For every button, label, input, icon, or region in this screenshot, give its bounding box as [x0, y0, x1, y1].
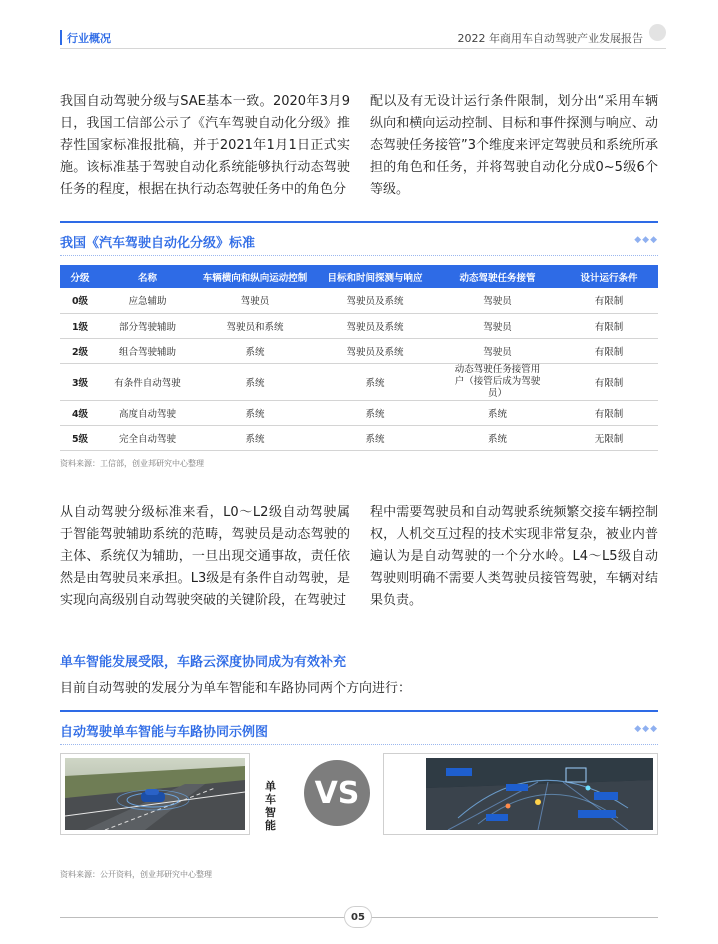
name-cell: 有条件自动驾驶: [100, 363, 195, 400]
level-cell: 2级: [60, 338, 100, 363]
detect-cell: 系统: [315, 363, 435, 400]
table-row: [60, 400, 658, 425]
table-source-note: 资料来源：工信部，创业邦研究中心整理: [60, 459, 204, 468]
control-cell: 驾驶员和系统: [195, 313, 315, 338]
takeover-cell: 驾驶员: [435, 313, 560, 338]
takeover-cell: 系统: [435, 400, 560, 425]
table-header-cell: 分级: [60, 265, 100, 288]
page-number: 05: [344, 906, 372, 928]
lightbulb-icon: [649, 24, 666, 41]
page-header: [0, 0, 718, 50]
control-cell: 系统: [195, 400, 315, 425]
section-bar: [60, 221, 658, 223]
autonomy-standard-table: [60, 265, 658, 451]
table-row: [60, 313, 658, 338]
section-bar: [60, 710, 658, 712]
body-paragraph-right: 程中需要驾驶员和自动驾驶系统频繁交接车辆控制权，人机交互过程的技术实现非常复杂，被业内普遍认为是自动驾驶的一个分水岭。L4～L5级自动驾驶则明确不需要人类驾驶员接管驾驶，车辆对结果负责。: [370, 505, 658, 608]
level-cell: 4级: [60, 400, 100, 425]
figure-source-note: 资料来源：公开资料，创业邦研究中心整理: [60, 870, 212, 879]
figure-section-title: 自动驾驶单车智能与车路协同示例图: [60, 725, 269, 740]
takeover-cell: 驾驶员: [435, 288, 560, 313]
condition-cell: 有限制: [560, 363, 658, 400]
name-cell: 应急辅助: [100, 288, 195, 313]
section-dashed-divider: [60, 744, 658, 745]
vehicle-road-image-frame: [383, 753, 658, 835]
condition-cell: 无限制: [560, 425, 658, 450]
table-header-cell: 目标和时间探测与响应: [315, 265, 435, 288]
table-header-row: [60, 265, 658, 288]
detect-cell: 驾驶员及系统: [315, 313, 435, 338]
control-cell: 驾驶员: [195, 288, 315, 313]
level-cell: 3级: [60, 363, 100, 400]
section-dots-icon: ◆◆◆: [634, 724, 658, 734]
header-section-label: 行业概况: [67, 32, 111, 45]
table-section-title: 我国《汽车驾驶自动化分级》标准: [60, 236, 256, 251]
condition-cell: 有限制: [560, 338, 658, 363]
single-vehicle-label: 单车智能: [265, 780, 276, 832]
table-header-cell: 动态驾驶任务接管: [435, 265, 560, 288]
condition-cell: 有限制: [560, 400, 658, 425]
intro-paragraph-left: 我国自动驾驶分级与SAE基本一致。2020年3月9日，我国工信部公示了《汽车驾驶自动化分级》推荐性国家标准报批稿，并于2021年1月1日正式实施。该标准基于驾驶自动化系统能够执行动态驾驶任务的程度，根据在执行动态驾驶任务中的角色分: [60, 94, 350, 197]
header-report-title: 2022 年商用车自动驾驶产业发展报告: [457, 32, 643, 45]
name-cell: 完全自动驾驶: [100, 425, 195, 450]
header-accent-mark: [60, 30, 62, 45]
detect-cell: 系统: [315, 400, 435, 425]
name-cell: 部分驾驶辅助: [100, 313, 195, 338]
subsection-title: 单车智能发展受限，车路云深度协同成为有效补充: [60, 655, 347, 670]
vehicle-road-illustration: [388, 758, 653, 830]
body-paragraph-left: 从自动驾驶分级标准来看，L0～L2级自动驾驶属于智能驾驶辅助系统的范畴，驾驶员是动态驾驶的主体、系统仅为辅助，一旦出现交通事故，责任依然是由驾驶员来承担。L3级是有条件自动驾驶，是实现向高级别自动驾驶突破的关键阶段，在驾驶过: [60, 505, 350, 608]
table-row: [60, 288, 658, 313]
header-divider: [60, 48, 666, 49]
table-row: [60, 363, 658, 400]
level-cell: 0级: [60, 288, 100, 313]
section-dots-icon: ◆◆◆: [634, 235, 658, 245]
vs-badge: VS: [304, 760, 370, 826]
detect-cell: 驾驶员及系统: [315, 288, 435, 313]
table-header-cell: 名称: [100, 265, 195, 288]
level-cell: 5级: [60, 425, 100, 450]
takeover-cell: 驾驶员: [435, 338, 560, 363]
subsection-text: 目前自动驾驶的发展分为单车智能和车路协同两个方向进行：: [60, 681, 412, 696]
level-cell: 1级: [60, 313, 100, 338]
condition-cell: 有限制: [560, 313, 658, 338]
control-cell: 系统: [195, 363, 315, 400]
table-header-cell: 设计运行条件: [560, 265, 658, 288]
name-cell: 组合驾驶辅助: [100, 338, 195, 363]
detect-cell: 系统: [315, 425, 435, 450]
takeover-cell: 动态驾驶任务接管用户（接管后成为驾驶员）: [435, 363, 560, 400]
control-cell: 系统: [195, 425, 315, 450]
intro-paragraph-right: 配以及有无设计运行条件限制，划分出“采用车辆纵向和横向运动控制、目标和事件探测与响应、动态驾驶任务接管”3个维度来评定驾驶员和系统所承担的角色和任务，并将驾驶自动化分成0~5级6个等级。: [370, 94, 659, 197]
table-row: [60, 425, 658, 450]
single-vehicle-image-frame: [60, 753, 250, 835]
single-vehicle-illustration: [65, 758, 245, 830]
control-cell: 系统: [195, 338, 315, 363]
takeover-cell: 系统: [435, 425, 560, 450]
table-header-cell: 车辆横向和纵向运动控制: [195, 265, 315, 288]
section-dashed-divider: [60, 255, 658, 256]
detect-cell: 驾驶员及系统: [315, 338, 435, 363]
table-row: [60, 338, 658, 363]
name-cell: 高度自动驾驶: [100, 400, 195, 425]
condition-cell: 有限制: [560, 288, 658, 313]
